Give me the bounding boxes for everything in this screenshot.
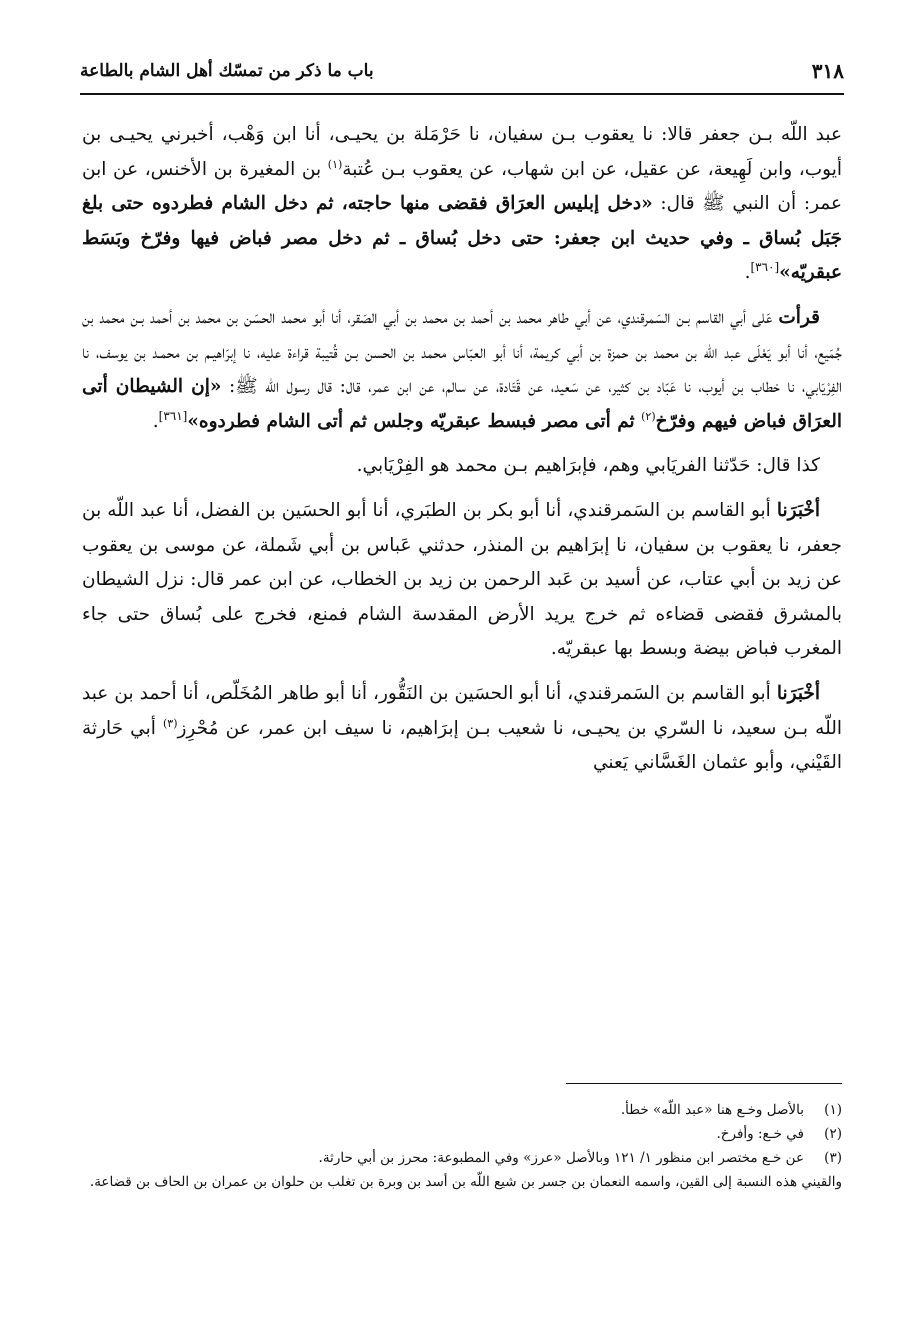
footnote-text: في خـع: وأفرخ. [716,1126,804,1142]
main-text [82,118,842,791]
page-header [80,56,844,88]
hadith-text: ثم أتى مصر فبسط عبقريّه وجلس ثم أتى الشام فطردوه» [187,410,642,432]
paragraph-lead: أخْبَرَنا [776,682,820,704]
paragraph-lead: أخْبَرَنا [776,499,820,521]
hadith-reference: [٣٦١] [158,408,188,423]
paragraph-2 [82,301,842,439]
footnotes [82,1098,842,1194]
footnote-number: (٢) [824,1126,842,1142]
text-span: . [744,262,751,284]
footnote-2 [82,1122,842,1146]
text-span: بن المغيرة بن الأخنس، عن ابن عمر: أن النبي ﷺ قال: [82,158,843,215]
text-span: أبي حَارثة القَيْني، وأبو عثمان الغَسَّاني يَعني [82,717,842,774]
text-span: عبد اللّه بـن جعفر قالا: نا يعقوب بـن سفيان، نا حَرْمَلة بن يحيـى، أنا ابن وَهْب، أخبرني يحيـى بن أيوب، وابن لَهِيعة، عن عقيل، عن ابن شهاب، عن يعقوب بـن عُتبة [82,124,843,180]
footnote-marker-3: (٣) [162,716,178,730]
hadith-reference: [٣٦٠] [750,260,780,275]
running-title: باب ما ذكر من تمسّك أهل الشام بالطاعة [80,61,374,81]
footnote-rule [566,1083,842,1084]
header-rule [80,93,844,95]
footnote-text: بالأصل وخـع هنا «عبد اللّه» خطأ. [620,1102,804,1118]
footnote-marker-1: (١) [327,157,343,171]
hadith-text: «دخل إبليس العرَاق فقضى منها حاجته، ثم دخل الشام فطردوه حتى بلغ جَبَل بُساق ـ وفي حديث ابن جعفر: حتى دخل بُساق ـ ثم دخل مصر فباض فيها وفرّخ وبَسَط عبقريّه» [82,193,842,284]
page-number: ٣١٨ [811,59,844,83]
text-span: . [152,410,159,432]
footnote-text: عن خـع مختصر ابن منظور ١/ ١٢١ وبالأصل «عرز» وفي المطبوعة: محرز بن أبي حارثة. [318,1150,804,1166]
footnote-number: (٣) [824,1150,842,1166]
footnote-continuation: والقيني هذه النسبة إلى القين، واسمه النعمان بن جسر بن شيع اللّه بن أسد بن وبرة بن تغلب بن حلوان بن عمران بن الحاف بن قضاعة. [89,1174,842,1190]
paragraph-3 [82,449,842,484]
paragraph-5 [82,677,842,781]
paragraph-1 [82,118,842,291]
text-span: أبو القاسم بن السَمرقندي، أنا أبو بكر بن الطبَري، أنا أبو الحسَين بن الفضل، أنا عبد اللّه بن جعفر، نا يعقوب بن سفيان، نا إبرَاهيم بن المنذر، حدثني عَباس بن أبي شَملة، عن موسى بن يعقوب عن زيد بن أبي عتاب، عن أسيد بن عَبد الرحمن بن زيد بن الخطاب، عن ابن عمر قال: نزل الشيطان بالمشرق فقضى قضاءه ثم خرج يريد الأرض المقدسة الشام فمنع، فخرج على بُساق حتى جاء المغرب فباض بيضة وبسط بها عبقريّه. [82,499,842,660]
paragraph-4 [82,494,842,667]
text-span: أبو القاسم بن السَمرقندي، أنا أبو الحسَين بن النَقُّور، أنا أبو طاهر المُخَلّص، أنا أحمد بن عبد اللّه بـن سعيد، نا السّري بن يحيـى، نا شعيب بـن إبرَاهيم، نا سيف ابن عمر، عن مُحْرِز [82,682,842,739]
footnote-number: (١) [824,1102,842,1118]
text-span: عَلى أبي القاسم بـن السَمرقندي، عن أبي طاهر محمد بن أحمد بن محمد بن أبي الصَقر، أنا أبو محمد الحسَن بن محمد بن أحمد بـن محمد بن جُمَيع، أنا أبو يَعْلَى عبد اللّه بن محمد بن حمزة بن أبي كريمة، أنا أبو العبّاس محمد بن الحسن بـن قُتيبة قراءة عليه، نا إبرَاهيـم بن محمـد بن يوسف، نا الفِرْيَابي، نا خطاب بن أيوب، نا عَبّاد بن كثير، عن سَعيد، عن قَتَادة، عن سالم، عن ابن عمر، قال: قال رسول اللّه ﷺ: [82,306,842,398]
footnote-marker-2: (٢) [641,409,656,423]
footnote-3 [82,1146,842,1170]
text-span: كذا قال: حَدّثنا الفريَابي وهم، فإبرَاهيم بـن محمد هو الفِرْيَابي. [356,455,820,477]
footnote-1 [82,1098,842,1122]
hadith-text: «إن الشيطان أتى العرَاق فباض فيهم وفرّخ [82,376,842,432]
paragraph-lead: قرأت [778,306,820,328]
